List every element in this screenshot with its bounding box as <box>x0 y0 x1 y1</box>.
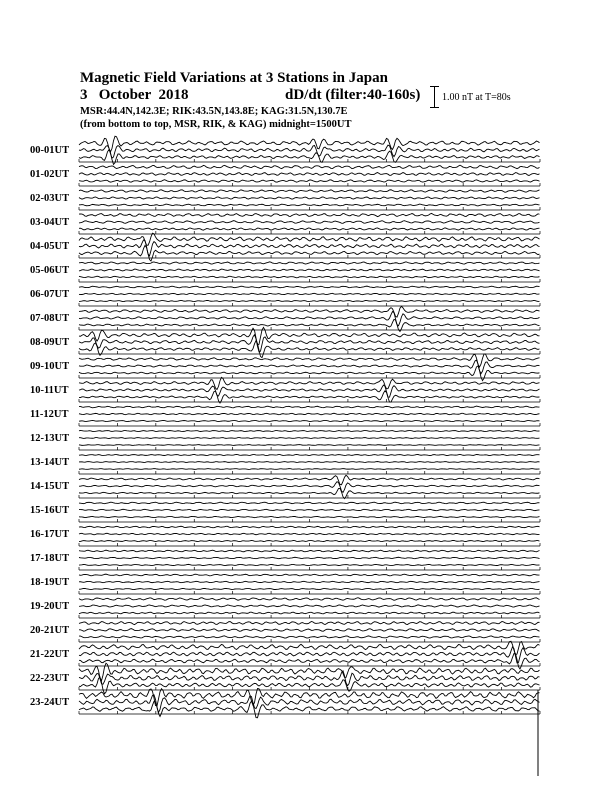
station-coordinates: MSR:44.4N,142.3E; RIK:43.5N,143.8E; KAG:31.5N,130.7E <box>80 106 348 117</box>
hour-label: 07-08UT <box>30 313 70 324</box>
trace-kag <box>79 354 540 367</box>
trace-kag <box>79 377 540 389</box>
hour-label: 03-04UT <box>30 217 70 228</box>
hour-label: 16-17UT <box>30 529 70 540</box>
hour-label: 17-18UT <box>30 553 70 564</box>
hour-label: 13-14UT <box>30 457 70 468</box>
trace-msr <box>79 516 540 517</box>
trace-kag <box>79 213 540 216</box>
trace-rik <box>79 360 540 374</box>
trace-rik <box>79 385 540 397</box>
trace-rik <box>79 293 540 294</box>
trace-kag <box>79 430 540 431</box>
trace-kag <box>79 598 540 601</box>
trace-rik <box>79 173 540 176</box>
hour-label: 00-01UT <box>30 145 70 156</box>
trace-kag <box>79 550 540 552</box>
trace-kag <box>79 475 540 484</box>
scale-label: 1.00 nT at T=80s <box>442 92 511 103</box>
trace-rik <box>79 438 540 439</box>
hour-label: 22-23UT <box>30 673 70 684</box>
trace-msr <box>79 564 540 565</box>
trace-kag <box>79 406 540 408</box>
trace-kag <box>79 526 540 527</box>
trace-rik <box>79 629 540 632</box>
hour-label: 09-10UT <box>30 361 70 372</box>
trace-rik <box>79 462 540 463</box>
hour-label: 15-16UT <box>30 505 70 516</box>
trace-kag <box>79 233 540 245</box>
trace-rik <box>79 533 540 534</box>
hour-label: 10-11UT <box>30 385 69 396</box>
trace-rik <box>79 311 540 325</box>
trace-kag <box>79 262 540 264</box>
trace-msr <box>79 445 540 446</box>
trace-rik <box>79 557 540 558</box>
trace-rik <box>79 509 540 510</box>
station-order-note: (from bottom to top, MSR, RIK, & KAG) midnight=1500UT <box>80 119 352 130</box>
trace-rik <box>79 197 540 199</box>
hour-label: 11-12UT <box>30 409 69 420</box>
hour-label: 18-19UT <box>30 577 70 588</box>
trace-rik <box>79 269 540 271</box>
trace-kag <box>79 286 540 288</box>
trace-kag <box>79 190 540 193</box>
trace-rik <box>79 671 540 686</box>
trace-msr <box>79 588 540 589</box>
trace-msr <box>79 636 540 638</box>
hour-label: 08-09UT <box>30 337 70 348</box>
trace-kag <box>79 621 540 624</box>
trace-msr <box>79 612 540 614</box>
trace-msr <box>79 420 540 421</box>
trace-msr <box>79 341 540 358</box>
hour-label: 21-22UT <box>30 649 70 660</box>
trace-rik <box>79 413 540 414</box>
trace-msr <box>79 204 540 206</box>
hour-label: 02-03UT <box>30 193 70 204</box>
trace-kag <box>79 136 540 152</box>
trace-rik <box>79 605 540 607</box>
trace-msr <box>79 540 540 541</box>
trace-rik <box>79 581 540 582</box>
trace-kag <box>79 502 540 504</box>
hour-label: 01-02UT <box>30 169 70 180</box>
trace-msr <box>79 180 540 182</box>
trace-msr <box>79 654 540 669</box>
trace-kag <box>79 454 540 455</box>
hour-label: 20-21UT <box>30 625 70 636</box>
trace-kag <box>79 574 540 576</box>
trace-rik <box>79 221 540 224</box>
trace-msr <box>79 228 540 230</box>
hour-label: 05-06UT <box>30 265 70 276</box>
hour-label: 04-05UT <box>30 241 70 252</box>
hour-label: 19-20UT <box>30 601 70 612</box>
hour-label: 06-07UT <box>30 289 70 300</box>
chart-title: Magnetic Field Variations at 3 Stations in Japan <box>80 70 388 86</box>
trace-msr <box>79 469 540 470</box>
trace-kag <box>79 165 540 168</box>
trace-msr <box>79 300 540 301</box>
hour-label: 23-24UT <box>30 697 70 708</box>
trace-msr <box>79 276 540 278</box>
hour-label: 14-15UT <box>30 481 70 492</box>
chart-date: 3 October 2018 <box>80 87 189 103</box>
trace-kag <box>79 306 540 317</box>
hour-label: 12-13UT <box>30 433 70 444</box>
trace-rik <box>79 482 540 493</box>
filter-label: dD/dt (filter:40-160s) <box>285 87 421 103</box>
